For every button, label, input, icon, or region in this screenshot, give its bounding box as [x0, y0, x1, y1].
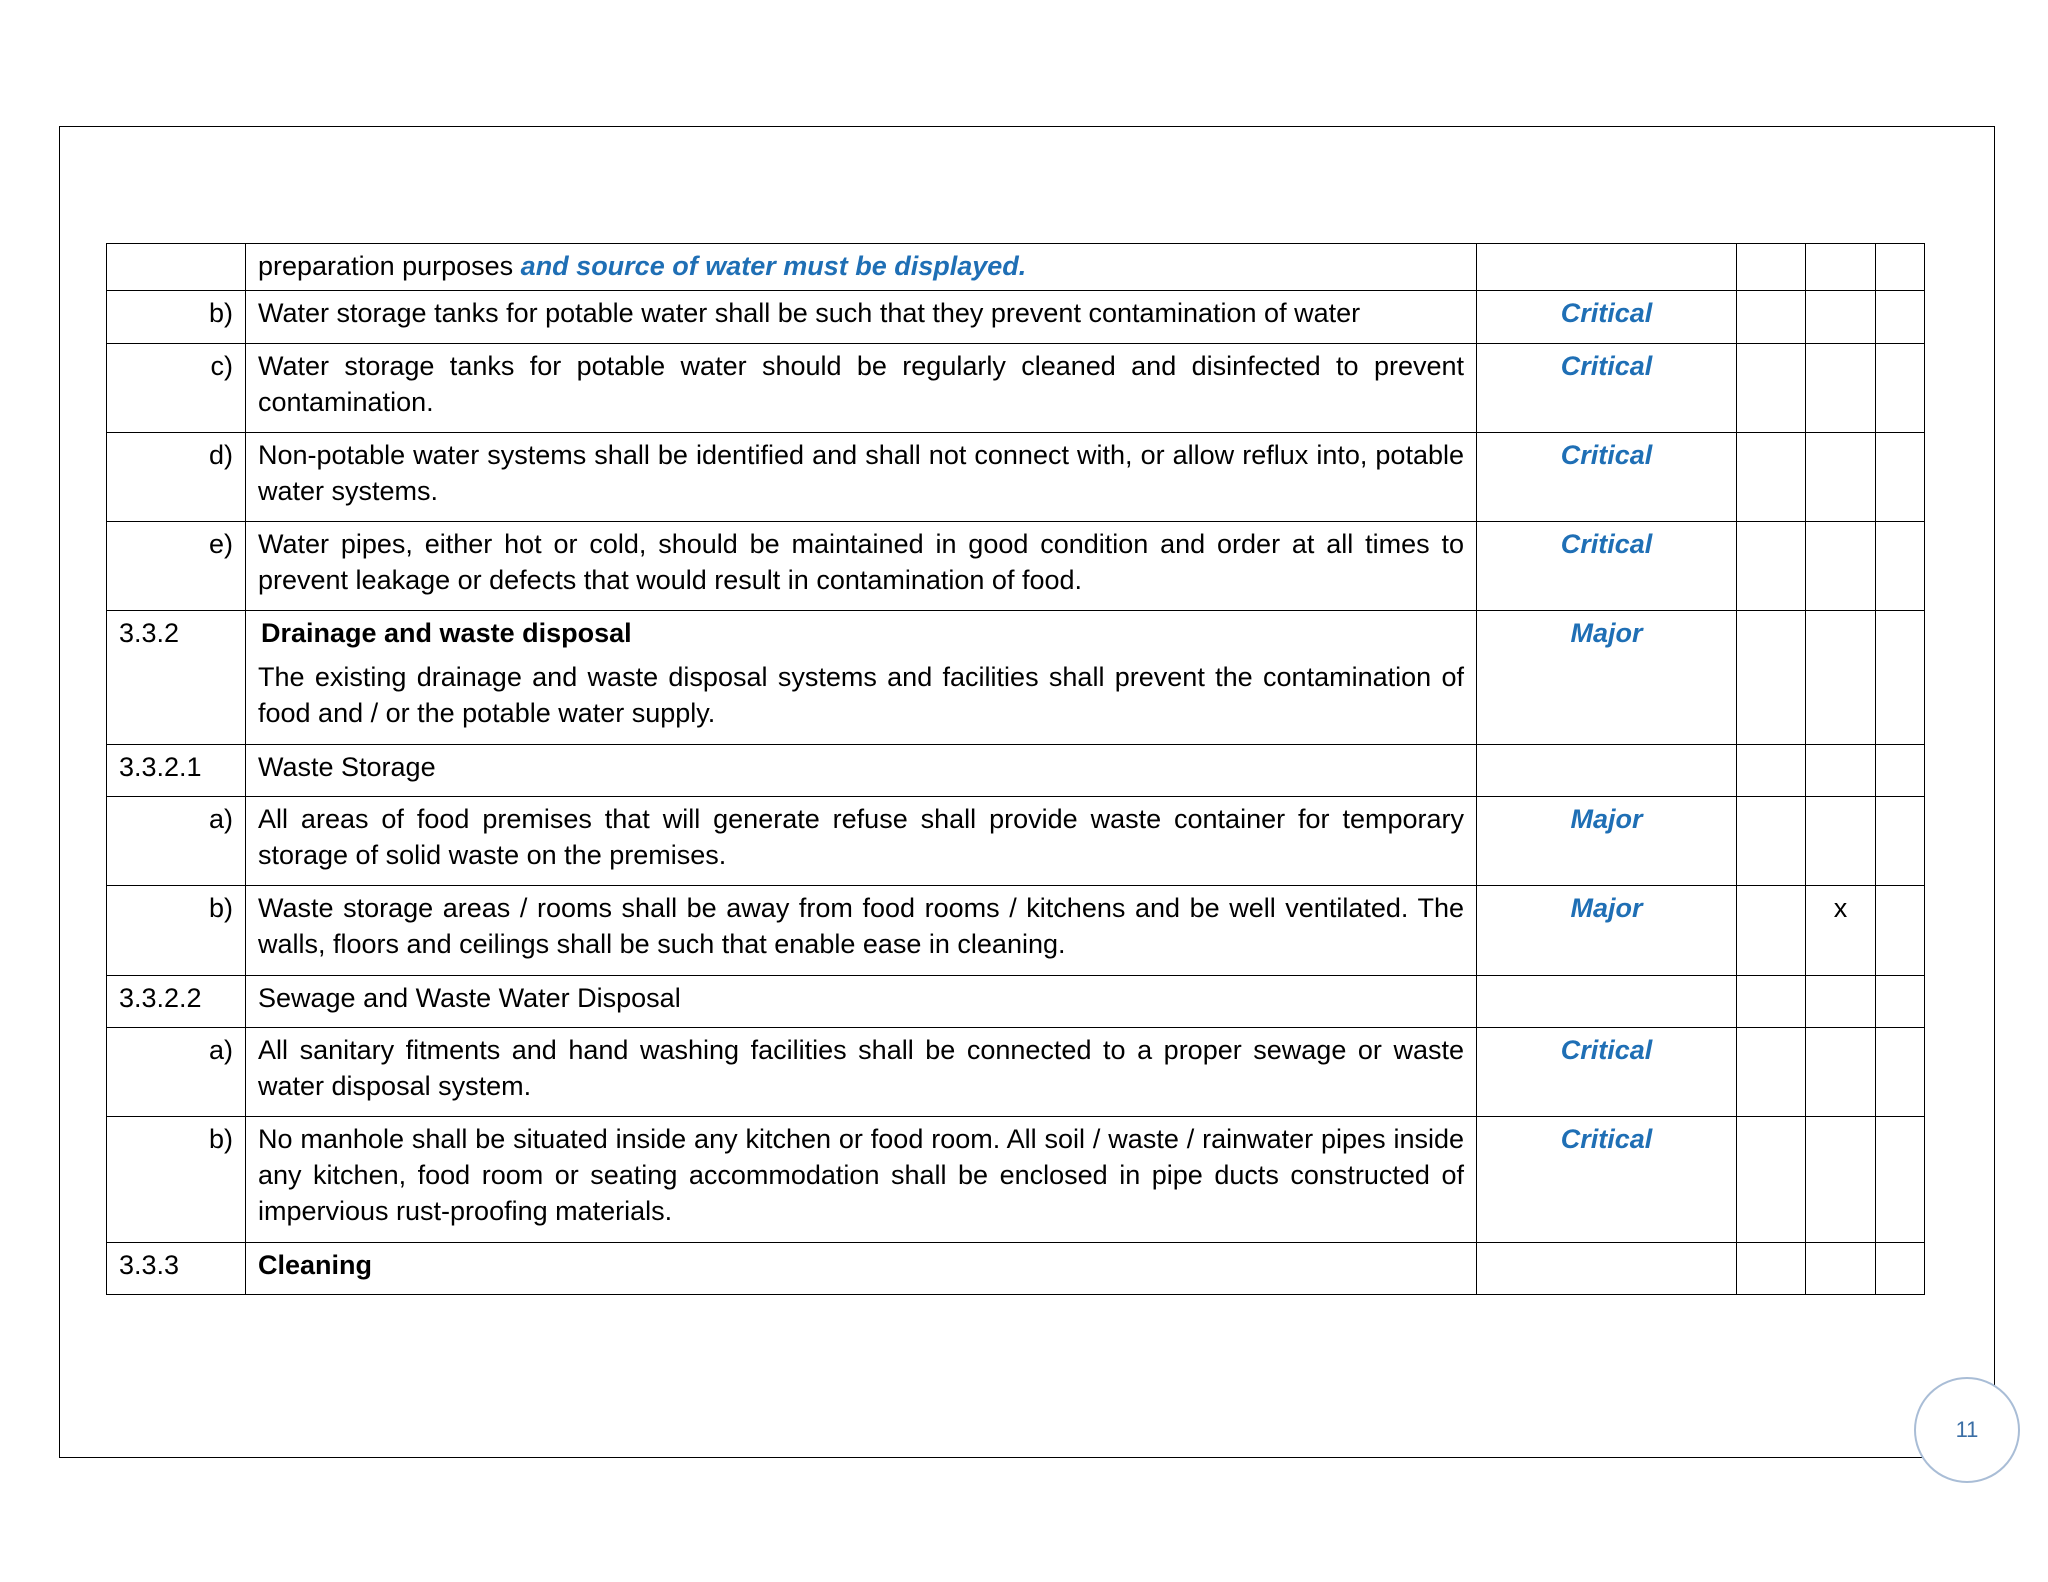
- page-number: 11: [1914, 1377, 2020, 1483]
- classification-cell: Critical: [1477, 522, 1737, 611]
- check-cell-1: [1737, 1028, 1806, 1117]
- check-cell-1: [1737, 1117, 1806, 1243]
- check-cell-2: x: [1806, 886, 1876, 976]
- classification-cell: Critical: [1477, 1117, 1737, 1243]
- table-row: [107, 244, 1925, 291]
- ref-cell: c): [107, 344, 246, 433]
- check-cell-3: [1876, 797, 1925, 886]
- requirement-cell: [246, 611, 1477, 745]
- classification-cell: Critical: [1477, 291, 1737, 344]
- table-row: [107, 886, 1925, 976]
- classification-cell: Critical: [1477, 1028, 1737, 1117]
- check-cell-1: [1737, 611, 1806, 745]
- table-row: [107, 611, 1925, 745]
- check-cell-3: [1876, 1028, 1925, 1117]
- requirement-cell: Waste Storage: [246, 745, 1477, 797]
- requirement-cell: All areas of food premises that will generate refuse shall provide waste container for temporary storage of solid waste on the premises.: [246, 797, 1477, 886]
- table-row: [107, 976, 1925, 1028]
- classification-cell: Critical: [1477, 433, 1737, 522]
- ref-cell: 3.3.3: [107, 1243, 246, 1295]
- check-cell-2: [1806, 433, 1876, 522]
- table-row: [107, 1243, 1925, 1295]
- check-cell-1: [1737, 797, 1806, 886]
- requirement-cell: Waste storage areas / rooms shall be away from food rooms / kitchens and be well ventilated. The walls, floors and ceilings shall be such that enable ease in cleaning.: [246, 886, 1477, 976]
- table-row: [107, 344, 1925, 433]
- classification-cell: Major: [1477, 797, 1737, 886]
- table-row: [107, 1117, 1925, 1243]
- classification-cell: Major: [1477, 886, 1737, 976]
- ref-cell: 3.3.2: [107, 611, 246, 745]
- classification-cell: [1477, 1243, 1737, 1295]
- check-cell-1: [1737, 291, 1806, 344]
- ref-cell: d): [107, 433, 246, 522]
- check-cell-3: [1876, 1117, 1925, 1243]
- requirement-cell: Non-potable water systems shall be identified and shall not connect with, or allow reflux into, potable water systems.: [246, 433, 1477, 522]
- check-cell-3: [1876, 522, 1925, 611]
- table-row: [107, 291, 1925, 344]
- requirement-cell: No manhole shall be situated inside any kitchen or food room. All soil / waste / rainwater pipes inside any kitchen, food room or seating accommodation shall be enclosed in pipe ducts constructed of impervious rust-proofing materials.: [246, 1117, 1477, 1243]
- checklist-table: [106, 243, 1925, 1295]
- check-cell-1: [1737, 745, 1806, 797]
- check-cell-3: [1876, 745, 1925, 797]
- requirement-cell: [246, 244, 1477, 291]
- check-cell-3: [1876, 433, 1925, 522]
- check-cell-2: [1806, 976, 1876, 1028]
- table-row: [107, 745, 1925, 797]
- check-cell-2: [1806, 522, 1876, 611]
- check-cell-3: [1876, 886, 1925, 976]
- check-cell-2: [1806, 244, 1876, 291]
- table-row: [107, 1028, 1925, 1117]
- check-cell-1: [1737, 976, 1806, 1028]
- check-cell-1: [1737, 522, 1806, 611]
- requirement-cell: Water storage tanks for potable water shall be such that they prevent contamination of water: [246, 291, 1477, 344]
- check-cell-2: [1806, 344, 1876, 433]
- check-cell-2: [1806, 1028, 1876, 1117]
- check-cell-3: [1876, 344, 1925, 433]
- requirement-text: preparation purposes: [258, 251, 521, 281]
- check-cell-3: [1876, 976, 1925, 1028]
- check-cell-2: [1806, 745, 1876, 797]
- check-cell-2: [1806, 1117, 1876, 1243]
- section-title: Cleaning: [246, 1243, 1477, 1295]
- check-cell-1: [1737, 344, 1806, 433]
- check-cell-1: [1737, 886, 1806, 976]
- classification-cell: Major: [1477, 611, 1737, 745]
- check-cell-3: [1876, 244, 1925, 291]
- check-cell-3: [1876, 291, 1925, 344]
- ref-cell: 3.3.2.1: [107, 745, 246, 797]
- section-title: Drainage and waste disposal: [261, 618, 632, 648]
- requirement-text: The existing drainage and waste disposal systems and facilities shall prevent the contamination of food and / or the potable water supply.: [258, 662, 1464, 728]
- classification-cell: Critical: [1477, 344, 1737, 433]
- check-cell-1: [1737, 1243, 1806, 1295]
- ref-cell: [107, 244, 246, 291]
- classification-cell: [1477, 745, 1737, 797]
- check-cell-2: [1806, 797, 1876, 886]
- requirement-cell: Water pipes, either hot or cold, should be maintained in good condition and order at all times to prevent leakage or defects that would result in contamination of food.: [246, 522, 1477, 611]
- classification-cell: [1477, 976, 1737, 1028]
- table-row: [107, 522, 1925, 611]
- check-cell-2: [1806, 1243, 1876, 1295]
- check-cell-1: [1737, 244, 1806, 291]
- table-row: [107, 797, 1925, 886]
- table-row: [107, 433, 1925, 522]
- check-cell-3: [1876, 1243, 1925, 1295]
- ref-cell: a): [107, 797, 246, 886]
- ref-cell: b): [107, 1117, 246, 1243]
- ref-cell: b): [107, 886, 246, 976]
- ref-cell: a): [107, 1028, 246, 1117]
- check-cell-2: [1806, 611, 1876, 745]
- requirement-cell: Sewage and Waste Water Disposal: [246, 976, 1477, 1028]
- requirement-emphasis: and source of water must be displayed.: [520, 251, 1027, 281]
- classification-cell: [1477, 244, 1737, 291]
- check-cell-3: [1876, 611, 1925, 745]
- requirement-cell: All sanitary fitments and hand washing facilities shall be connected to a proper sewage or waste water disposal system.: [246, 1028, 1477, 1117]
- ref-cell: b): [107, 291, 246, 344]
- ref-cell: 3.3.2.2: [107, 976, 246, 1028]
- requirement-cell: Water storage tanks for potable water should be regularly cleaned and disinfected to prevent contamination.: [246, 344, 1477, 433]
- check-cell-2: [1806, 291, 1876, 344]
- ref-cell: e): [107, 522, 246, 611]
- check-cell-1: [1737, 433, 1806, 522]
